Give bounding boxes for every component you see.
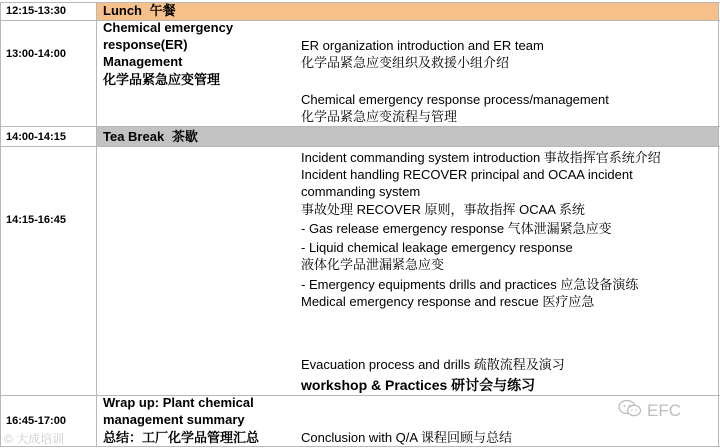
session-title-en: Lunch [103, 3, 142, 18]
grid-line [0, 126, 720, 127]
session-title-cn: 茶歇 [171, 129, 198, 144]
topic-line: - Liquid chemical leakage emergency response [301, 240, 573, 255]
topic-line: ER organization introduction and ER team [301, 38, 544, 53]
watermark-badge-icon: © [4, 432, 13, 446]
grid-line [0, 2, 1, 447]
session-title: 总结：工厂化学品管理汇总 [103, 430, 260, 445]
wechat-icon [618, 399, 642, 423]
workshop-line: workshop & Practices 研讨会与练习 [301, 377, 536, 393]
topic-line: Medical emergency response and rescue 医疗应急 [301, 294, 595, 309]
topic-line: - Gas release emergency response 气体泄漏紧急应变 [301, 221, 612, 236]
topic-line: Evacuation process and drills 疏散流程及演习 [301, 357, 565, 372]
topic-line: 化学品紧急应变流程与管理 [301, 109, 458, 124]
session-title: response(ER) [103, 37, 188, 52]
session-title-cn: 午餐 [149, 3, 176, 18]
lunch-band [96, 3, 718, 20]
session-title: management summary [103, 412, 245, 427]
topic-line: 事故处理 RECOVER 原则，事故指挥 OCAA 系统 [301, 202, 585, 217]
session-title [103, 129, 198, 145]
watermark-right [618, 401, 681, 421]
topic-line: commanding system [301, 184, 421, 199]
time-cell: 13:00-14:00 [6, 48, 66, 60]
session-title [103, 3, 176, 19]
grid-line [0, 446, 720, 447]
watermark-left [4, 430, 64, 447]
topic-line: 化学品紧急应变组织及救援小组介绍 [301, 55, 510, 70]
time-cell: 16:45-17:00 [6, 415, 66, 427]
topic-line: Conclusion with Q/A 课程回顾与总结 [301, 430, 512, 445]
time-cell: 12:15-13:30 [6, 5, 66, 17]
session-title: 化学品紧急应变管理 [103, 72, 221, 87]
topic-line: Incident commanding system introduction 事故指挥官系统介绍 [301, 150, 661, 165]
session-title: Wrap up: Plant chemical [103, 395, 254, 410]
topic-line: - Emergency equipments drills and practices 应急设备演练 [301, 277, 639, 292]
grid-line [96, 2, 97, 447]
grid-line [0, 146, 720, 147]
session-title: Management [103, 54, 183, 69]
topic-line: 液体化学品泄漏紧急应变 [301, 257, 445, 272]
time-cell: 14:15-16:45 [6, 214, 66, 226]
session-title-en: Tea Break [103, 129, 165, 144]
session-title: Chemical emergency [103, 20, 234, 35]
watermark-left-text: 大成培训 [16, 432, 65, 446]
topic-line: Chemical emergency response process/management [301, 92, 609, 107]
time-cell: 14:00-14:15 [6, 131, 66, 143]
topic-line: Incident handling RECOVER principal and OCAA incident [301, 167, 633, 182]
grid-line [718, 2, 719, 447]
watermark-right-text: EFC [647, 401, 681, 420]
